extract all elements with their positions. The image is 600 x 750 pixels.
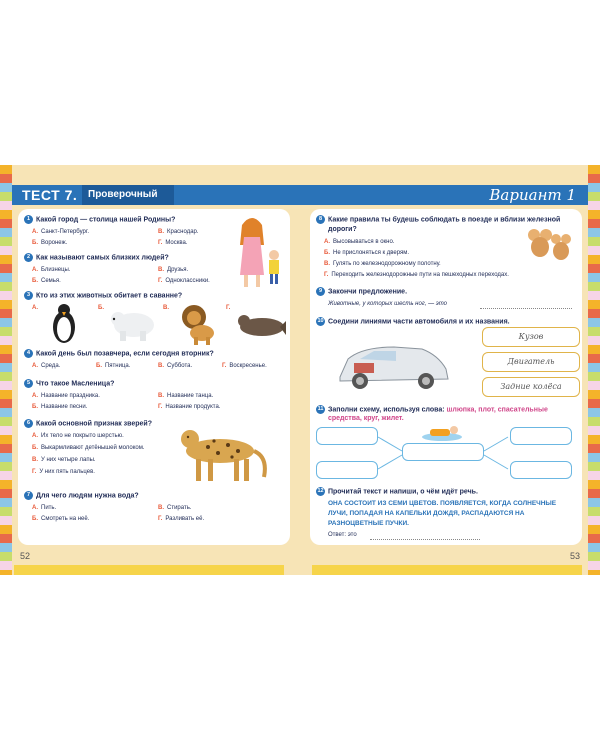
option: Б. Семья. <box>32 278 61 284</box>
bottom-band-right <box>312 565 582 575</box>
question-11-cont: средства, круг, жилет. <box>328 415 404 422</box>
right-decor-stripe <box>588 165 600 575</box>
leopard-image <box>168 421 272 483</box>
option: Б. <box>98 305 104 311</box>
question-4: 4 Какой день был позавчера, если сегодня вторник? <box>24 349 214 358</box>
question-9: 9 Закончи предложение. <box>316 287 407 296</box>
question-6: 6 Какой основной признак зверей? <box>24 419 152 428</box>
seal-image <box>236 309 286 341</box>
question-5: 5 Что такое Масленица? <box>24 379 114 388</box>
option: В. Название танца. <box>158 393 214 399</box>
car-cutaway-image <box>334 333 454 397</box>
option: А. Санкт-Петербург. <box>32 229 89 235</box>
reading-text-line-1: ОНА СОСТОИТ ИЗ СЕМИ ЦВЕТОВ. ПОЯВЛЯЕТСЯ, КОГДА СОЛНЕЧНЫЕ <box>328 500 557 507</box>
right-page <box>310 209 582 545</box>
option: Б. Выкармливают детёнышей молоком. <box>32 445 145 451</box>
option: А. Близнецы. <box>32 267 71 273</box>
answer-line[interactable] <box>370 539 480 540</box>
family-illustration <box>230 215 286 289</box>
label-engine[interactable]: Двигатель <box>482 352 580 372</box>
reading-text-line-2: ЛУЧИ, ПОПАДАЯ НА КАПЕЛЬКИ ДОЖДЯ, РАСПАДАЮТСЯ НА <box>328 510 525 517</box>
question-10: 10 Соедини линиями части автомобиля и их названия. <box>317 318 510 326</box>
subtitle-tab <box>82 185 174 205</box>
question-12: 12 Прочитай текст и напиши, о чём идёт речь. <box>317 488 478 496</box>
option: В. Друзья. <box>158 267 189 273</box>
question-8-cont: дороги? <box>328 226 357 233</box>
answer-label: Ответ: это <box>328 532 357 538</box>
test-header <box>12 185 588 205</box>
option: В. Стирать. <box>158 505 192 511</box>
sentence: Животные, у которых шесть ног, — это <box>328 301 447 307</box>
option: Г. У них пять пальцев. <box>32 469 95 475</box>
option: Г. Москва. <box>158 240 188 246</box>
page-number-right: 53 <box>569 551 580 561</box>
bottom-band-left <box>14 565 284 575</box>
option: А. <box>32 305 38 311</box>
scheme-box-bottom-right[interactable] <box>510 461 572 479</box>
left-decor-stripe <box>0 165 12 575</box>
test-title: ТЕСТ 7. <box>22 187 78 203</box>
question-7: 7 Для чего людям нужна вода? <box>24 491 139 500</box>
scheme-box-top-right[interactable] <box>510 427 572 445</box>
scheme-box-bottom-left[interactable] <box>316 461 378 479</box>
left-page <box>18 209 290 545</box>
workbook-spread <box>0 165 600 575</box>
option: Г. Воскресенье. <box>222 363 267 369</box>
option: Б. Смотреть на неё. <box>32 516 90 522</box>
option: А. Среда. <box>32 363 61 369</box>
option: Б. Воронеж. <box>32 240 68 246</box>
option: В. Краснодар. <box>158 229 199 235</box>
label-rear-wheels[interactable]: Задние колёса <box>482 377 580 397</box>
label-body[interactable]: Кузов <box>482 327 580 347</box>
option: В. Гулять по железнодорожному полотну. <box>324 261 441 267</box>
option: В. Суббота. <box>158 363 193 369</box>
option: Б. Не прислоняться к дверям. <box>324 250 410 256</box>
option: Г. Разливать её. <box>158 516 205 522</box>
option: Г. <box>226 305 231 311</box>
option: Б. Название песни. <box>32 404 88 410</box>
option: Б. Пятница. <box>96 363 131 369</box>
polar-bear-image <box>108 305 156 343</box>
option: В. У них четыре лапы. <box>32 457 96 463</box>
page-number-left: 52 <box>20 551 31 561</box>
mice-illustration <box>520 227 574 263</box>
swimmer-illustration <box>420 421 464 443</box>
option: В. <box>163 305 169 311</box>
question-3: 3 Кто из этих животных обитает в саванне? <box>24 291 182 300</box>
option: А. Пить. <box>32 505 57 511</box>
question-8: 8 Какие правила ты будешь соблюдать в поезде и вблизи железной <box>316 215 560 224</box>
option: А. Их тело не покрыто шерстью. <box>32 433 124 439</box>
subtitle-label: Проверочный <box>88 189 158 200</box>
variant-label: Вариант 1 <box>489 186 576 204</box>
option: Г. Название продукта. <box>158 404 221 410</box>
option: Г. Одноклассники. <box>158 278 210 284</box>
scheme-box-top-left[interactable] <box>316 427 378 445</box>
option: А. Название праздника. <box>32 393 100 399</box>
answer-line[interactable] <box>480 308 572 309</box>
reading-text-line-3: РАЗНОЦВЕТНЫЕ ПУЧКИ. <box>328 520 409 527</box>
lion-image <box>178 303 216 345</box>
question-11: 11 Заполни схему, используя слова: шлюпка, плот, спасательные <box>317 406 548 414</box>
option: А. Высовываться в окно. <box>324 239 395 245</box>
question-1: 1 Какой город — столица нашей Родины? <box>24 215 175 224</box>
penguin-image <box>46 301 82 345</box>
question-2: 2 Как называют самых близких людей? <box>24 253 169 262</box>
option: Г. Переходить железнодорожные пути на пешеходных переходах. <box>324 272 509 278</box>
